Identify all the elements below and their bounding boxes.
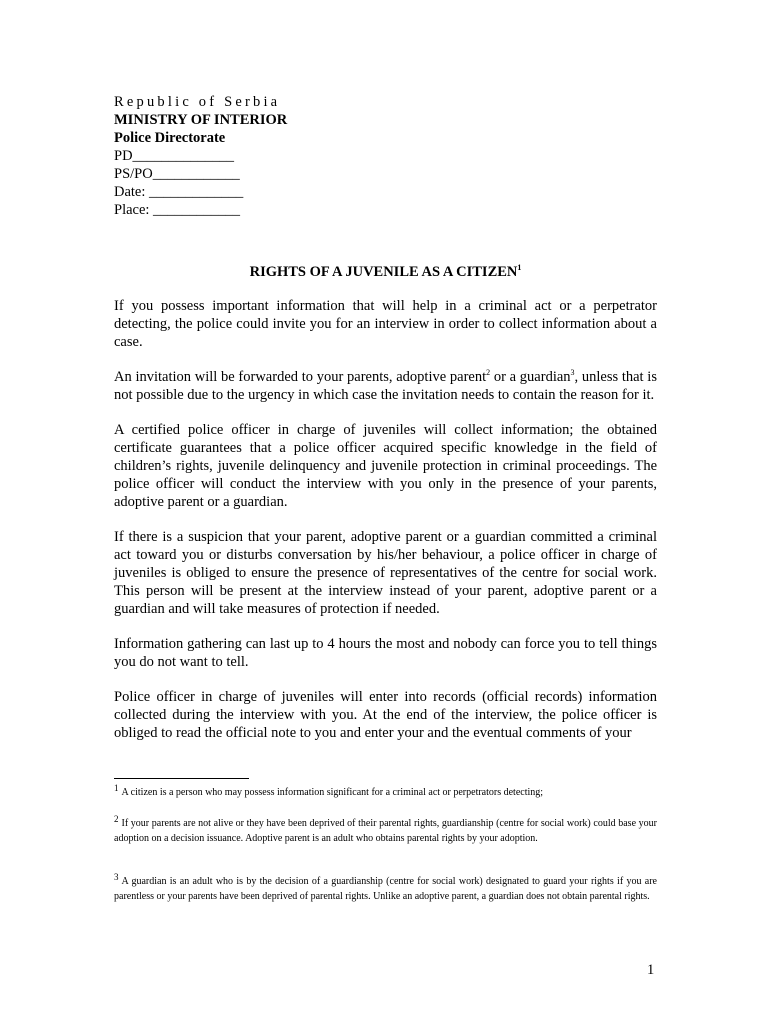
footnote-number: 3 <box>114 871 119 882</box>
page-number: 1 <box>647 962 655 978</box>
footnote-text: If your parents are not alive or they have been deprived of their parental rights, guardianship (centre for social work) could base your adoption on a decision issuance. Adoptive parent is an adult who obtains parental rights by your adoption. <box>114 818 657 844</box>
footnote-separator <box>114 778 249 779</box>
ministry-name: MINISTRY OF INTERIOR <box>114 112 288 128</box>
title-text: RIGHTS OF A JUVENILE AS A CITIZEN <box>249 264 518 280</box>
paragraph-2 <box>114 368 657 404</box>
paragraph-4: If there is a suspicion that your parent, adoptive parent or a guardian committed a criminal act toward you or disturbs conversation by his/her behaviour, a police officer in charge of juveniles is obliged to ensure the presence of representatives of the centre for social work. This person will be present at the interview instead of your parent, adoptive parent or a guardian and will take measures of protection if needed. <box>114 529 657 617</box>
footnote-ref-3: 3 <box>570 368 575 378</box>
pspo-field: PS/PO____________ <box>114 166 240 182</box>
paragraph-5: Information gathering can last up to 4 hours the most and nobody can force you to tell things you do not want to tell. <box>114 636 657 670</box>
footnote-number: 2 <box>114 813 119 824</box>
place-field: Place: ____________ <box>114 202 241 218</box>
footnote-text: A guardian is an adult who is by the decision of a guardianship (centre for social work) designated to guard your rights if you are parentless or your parents have been deprived of parental rights. Unlike an adoptive parent, a guardian does not obtain parental rights. <box>114 876 657 902</box>
pd-field: PD______________ <box>114 148 235 164</box>
paragraph-1: If you possess important information that will help in a criminal act or a perpetrator detecting, the police could invite you for an interview in order to collect information about a case. <box>114 298 657 350</box>
paragraph-3: A certified police officer in charge of juveniles will collect information; the obtained certificate guarantees that a police officer acquired specific knowledge in the field of children’s rights, juvenile delinquency and juvenile protection in criminal proceedings. The police officer will conduct the interview with you only in the presence of your parents, adoptive parent or a guardian. <box>114 422 657 510</box>
title-footnote-ref: 1 <box>517 263 522 273</box>
paragraph-2-part-c: , unless that is not possible due to the urgency in which case the invitation needs to contain the reason for it. <box>114 369 657 403</box>
country-name: Republic of Serbia <box>114 94 281 110</box>
document-page <box>114 93 657 742</box>
footnote-number: 1 <box>114 782 119 793</box>
footnote-1 <box>114 782 657 801</box>
paragraph-2-part-a: An invitation will be forwarded to your parents, adoptive parent <box>114 369 487 385</box>
directorate-name: Police Directorate <box>114 130 226 146</box>
footnote-text: A citizen is a person who may possess information significant for a criminal act or perpetrators detecting; <box>121 787 544 798</box>
paragraph-6: Police officer in charge of juveniles will enter into records (official records) information collected during the interview with you. At the end of the interview, the police officer is obliged to read the official note to you and enter your and the eventual comments of your <box>114 689 657 741</box>
footnote-ref-2: 2 <box>486 368 491 378</box>
date-field: Date: _____________ <box>114 184 244 200</box>
footnote-2 <box>114 813 657 846</box>
paragraph-2-part-b: or a guardian <box>490 369 571 385</box>
document-title <box>114 263 657 281</box>
footnote-3 <box>114 871 657 904</box>
